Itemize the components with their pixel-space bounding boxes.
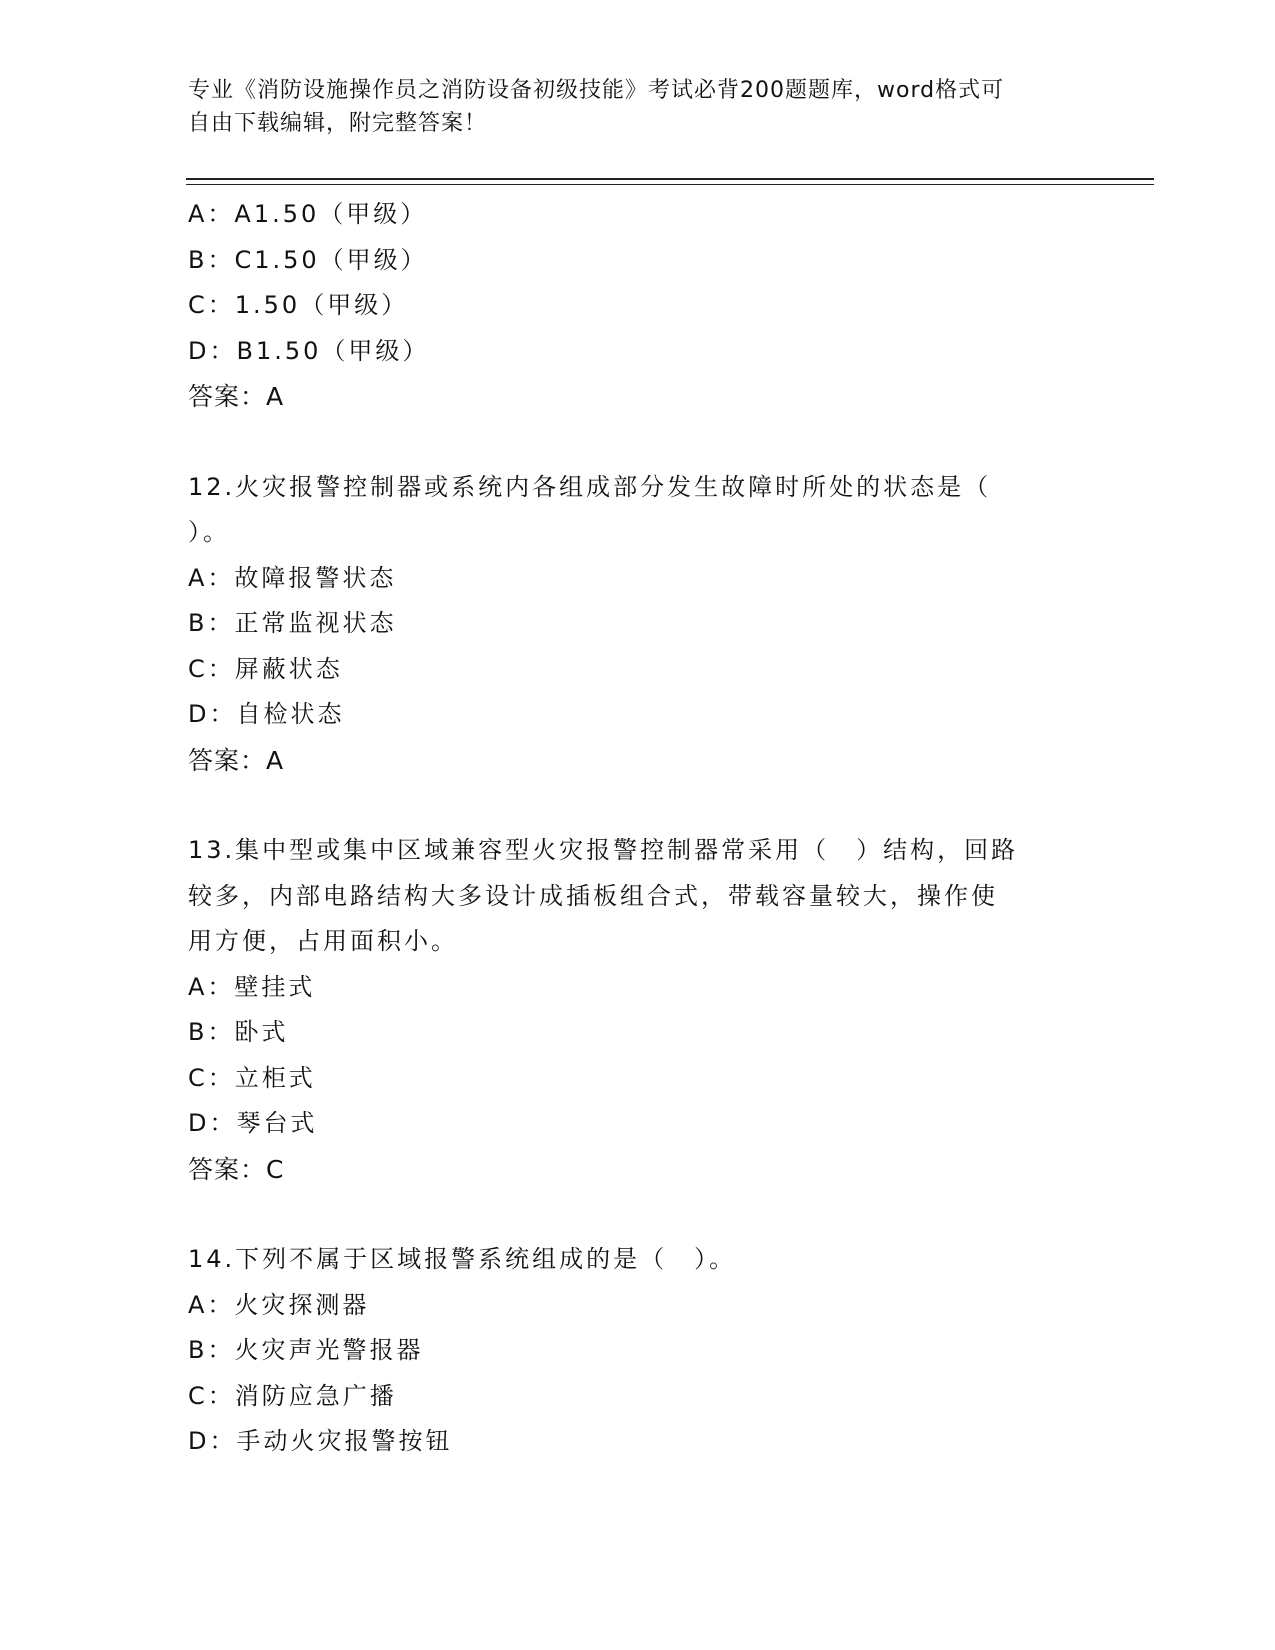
- spacer: [188, 1192, 1088, 1237]
- option-a: A：A1.50（甲级）: [188, 200, 428, 228]
- option-a: A：壁挂式: [188, 972, 316, 1001]
- question-13: [188, 828, 1088, 1192]
- question-11-partial: [188, 192, 1088, 420]
- spacer: [188, 783, 1088, 828]
- option-b: B：卧式: [188, 1018, 289, 1046]
- question-stem-line-1: 12.火灾报警控制器或系统内各组成部分发生故障时所处的状态是（: [188, 472, 992, 501]
- header-title-line-1: 专业《消防设施操作员之消防设备初级技能》考试必背200题题库，word格式可: [188, 78, 1005, 103]
- header-divider-thick: [186, 178, 1154, 180]
- question-stem-line-2: 较多，内部电路结构大多设计成插板组合式，带载容量较大，操作使: [188, 881, 998, 910]
- spacer: [188, 420, 1088, 465]
- option-b: B：正常监视状态: [188, 609, 397, 637]
- option-c: C：消防应急广播: [188, 1381, 397, 1410]
- question-stem-line-1: 14.下列不属于区域报警系统组成的是（ ）。: [188, 1245, 737, 1273]
- question-12: [188, 465, 1088, 784]
- option-c: C：屏蔽状态: [188, 654, 343, 683]
- option-b: B：C1.50（甲级）: [188, 245, 428, 274]
- answer-text: 答案：A: [188, 745, 285, 775]
- header-divider-thin: [186, 184, 1154, 185]
- document-header: [188, 74, 1088, 140]
- question-stem-line-2: ）。: [188, 518, 230, 546]
- header-title-line-2: 自由下载编辑，附完整答案！: [188, 111, 488, 136]
- option-a: A：故障报警状态: [188, 563, 397, 592]
- answer-text: 答案：A: [188, 382, 285, 411]
- option-d: D：B1.50（甲级）: [188, 336, 430, 365]
- option-b: B：火灾声光警报器: [188, 1336, 424, 1364]
- option-a: A：火灾探测器: [188, 1290, 370, 1319]
- option-d: D：自检状态: [188, 700, 345, 728]
- question-stem-line-1: 13.集中型或集中区域兼容型火灾报警控制器常采用（ ）结构，回路: [188, 836, 1019, 864]
- option-c: C：立柜式: [188, 1063, 316, 1092]
- answer-text: 答案：C: [188, 1154, 285, 1184]
- option-d: D：琴台式: [188, 1109, 318, 1137]
- question-list: [188, 192, 1088, 1465]
- option-d: D：手动火灾报警按钮: [188, 1427, 453, 1455]
- question-stem-line-3: 用方便，占用面积小。: [188, 927, 458, 955]
- question-14: [188, 1237, 1088, 1465]
- option-c: C：1.50（甲级）: [188, 291, 409, 319]
